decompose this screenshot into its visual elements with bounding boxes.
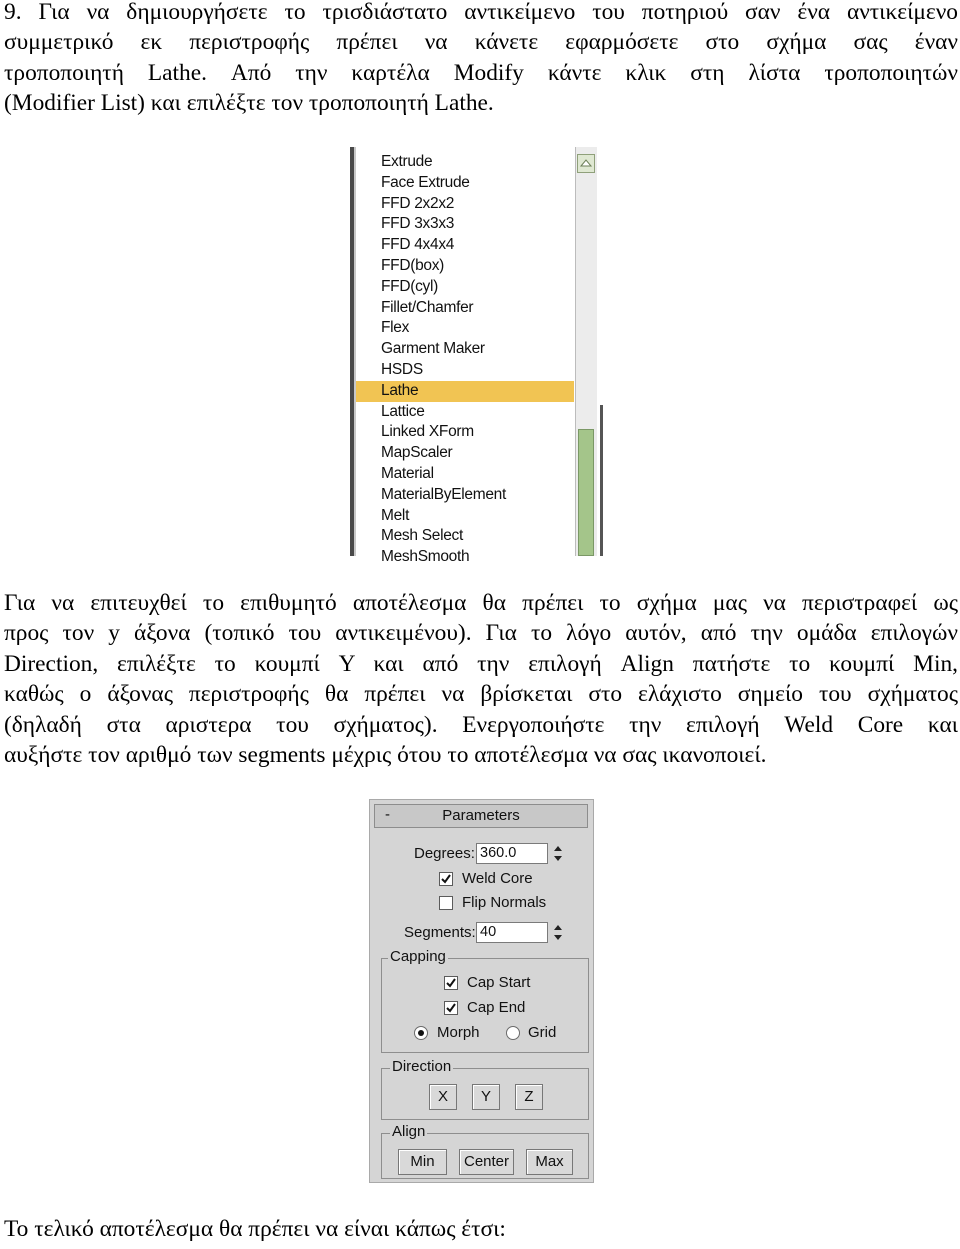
align-title: Align	[392, 1123, 426, 1140]
modifier-item-extrude[interactable]: Extrude	[381, 153, 433, 170]
text-line: (Modifier List) και επιλέξτε τον τροποποιητή Lathe.	[4, 90, 494, 117]
modifier-item-material[interactable]: Material	[381, 464, 434, 482]
final-result-caption	[4, 1214, 958, 1244]
modifier-item-garment-maker[interactable]: Garment Maker	[381, 340, 485, 358]
modifier-item-hsds[interactable]: HSDS	[381, 360, 423, 378]
text-line: Το τελικό αποτέλεσμα θα πρέπει να είναι κάπως έτσι:	[4, 1216, 506, 1242]
modifier-item-fillet-chamfer[interactable]: Fillet/Chamfer	[381, 298, 474, 316]
modifier-item-ffd-2x2x2[interactable]: FFD 2x2x2	[381, 194, 455, 212]
modifier-item-ffd-4x4x4[interactable]: FFD 4x4x4	[381, 236, 455, 254]
segments-input[interactable]: 40	[476, 922, 548, 943]
text-line: αυξήστε τον αριθμό των segments μέχρις ότου το αποτέλεσμα να σας ικανοποιεί.	[4, 742, 767, 769]
direction-x-button[interactable]: X	[429, 1084, 457, 1110]
scrollbar-thumb[interactable]	[578, 429, 594, 556]
cap-end-checkbox[interactable]	[444, 1001, 458, 1015]
rollout-header[interactable]	[374, 804, 588, 828]
grid-label: Grid	[528, 1024, 557, 1041]
degrees-spinner-arrows-icon[interactable]	[551, 843, 565, 864]
direction-title: Direction	[392, 1058, 452, 1075]
cap-start-checkbox[interactable]	[444, 976, 458, 990]
modifier-list-items	[356, 152, 924, 568]
cap-start-label: Cap Start	[467, 974, 531, 991]
text-line: 9. Για να δημιουργήσετε το τρισδιάστατο αντικείμενο του ποτηριού σαν ένα αντικείμενο	[4, 0, 958, 25]
modifier-item-flex[interactable]: Flex	[381, 319, 410, 337]
degrees-input[interactable]: 360.0	[476, 843, 548, 864]
text-line: Για να επιτευχθεί το επιθυμητό αποτέλεσμα θα πρέπει το σχήμα μας να περιστραφεί ως	[4, 590, 958, 616]
modifier-item-mesh-select[interactable]: Mesh Select	[381, 527, 463, 545]
align-max-button[interactable]: Max	[526, 1149, 573, 1175]
text-line: τροποποιητή Lathe. Από την καρτέλα Modify κάντε κλικ στη λίστα τροποποιητών	[4, 59, 958, 86]
instruction-paragraph-direction	[4, 588, 958, 770]
segments-label: Segments:	[404, 924, 476, 941]
segments-spinner-arrows-icon[interactable]	[551, 922, 565, 943]
direction-y-button[interactable]: Y	[472, 1084, 500, 1110]
weld-core-checkbox[interactable]	[439, 872, 453, 886]
modifier-item-ffd-cyl[interactable]: FFD(cyl)	[381, 277, 438, 295]
morph-label: Morph	[437, 1024, 480, 1041]
text-line: προς τον y άξονα (τοπικό του αντικειμένου). Για το λόγο αυτόν, από την ομάδα επιλογών	[4, 620, 958, 647]
collapse-icon[interactable]: -	[385, 806, 390, 823]
parameters-rollout	[369, 799, 594, 1183]
modifier-item-lattice[interactable]: Lattice	[381, 402, 425, 420]
rollout-title: Parameters	[442, 807, 520, 824]
align-group	[381, 1123, 589, 1179]
modifier-item-lathe-selected[interactable]: Lathe	[356, 381, 574, 402]
modifier-item-materialbyelement[interactable]: MaterialByElement	[381, 485, 506, 503]
modifier-item-ffd-box[interactable]: FFD(box)	[381, 256, 445, 274]
capping-title: Capping	[390, 948, 446, 965]
modifier-item-face-extrude[interactable]: Face Extrude	[381, 173, 470, 191]
text-line: Direction, επιλέξτε το κουμπί Y και από την επιλογή Align πατήστε το κουμπί Min,	[4, 650, 958, 677]
list-scrollbar[interactable]	[575, 147, 612, 556]
align-center-button[interactable]: Center	[459, 1149, 514, 1175]
modifier-item-meshsmooth[interactable]: MeshSmooth	[381, 548, 470, 566]
flip-normals-label: Flip Normals	[462, 894, 547, 911]
modifier-item-linked-xform[interactable]: Linked XForm	[381, 423, 474, 441]
modifier-item-mapscaler[interactable]: MapScaler	[381, 444, 453, 462]
degrees-label: Degrees:	[414, 845, 475, 862]
scrollbar-edge	[600, 405, 603, 556]
flip-normals-checkbox[interactable]	[439, 896, 453, 910]
text-line: συμμετρικό εκ περιστροφής πρέπει να κάνετε εφαρμόσετε στο σχήμα σας έναν	[4, 29, 958, 56]
cap-end-label: Cap End	[467, 999, 526, 1016]
grid-radio[interactable]	[506, 1026, 520, 1040]
text-line: καθώς ο άξονας περιστροφής θα πρέπει να βρίσκεται στο ελάχιστο σημείο του σχήματος	[4, 681, 958, 708]
modifier-list-dropdown[interactable]	[350, 147, 612, 566]
direction-z-button[interactable]: Z	[515, 1084, 543, 1110]
modifier-item-ffd-3x3x3[interactable]: FFD 3x3x3	[381, 215, 455, 233]
instruction-paragraph-step9	[4, 0, 958, 119]
capping-group	[381, 948, 589, 1053]
morph-radio[interactable]	[414, 1026, 428, 1040]
align-min-button[interactable]: Min	[398, 1149, 447, 1175]
weld-core-label: Weld Core	[462, 870, 533, 887]
text-line: (δηλαδή στα αριστερα του σχήματος). Ενεργοποιήστε την επιλογή Weld Core και	[4, 711, 958, 738]
direction-group	[381, 1058, 589, 1120]
modifier-item-melt[interactable]: Melt	[381, 506, 410, 524]
scroll-up-arrow-icon[interactable]	[577, 154, 595, 173]
